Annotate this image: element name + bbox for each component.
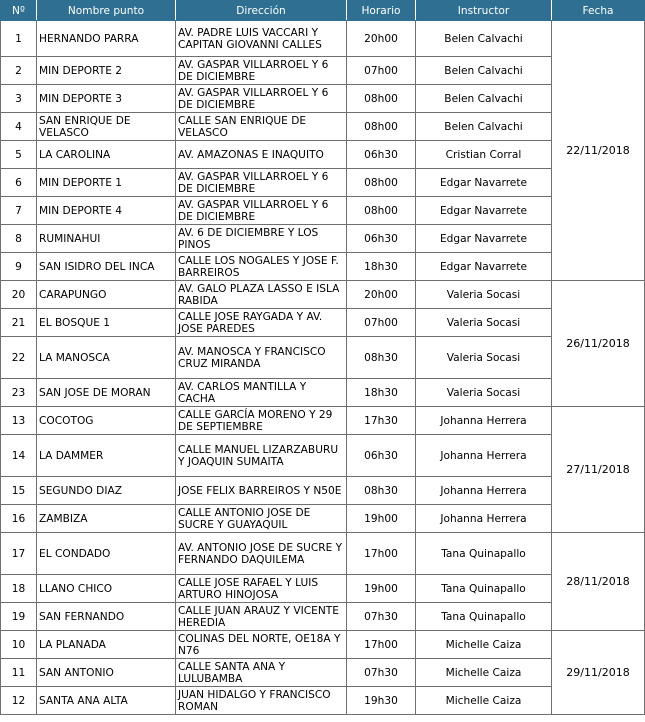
cell-name: SAN FERNANDO: [37, 603, 176, 631]
cell-address: CALLE MANUEL LIZARZABURU Y JOAQUIN SUMAITA: [176, 435, 347, 477]
header-row: [1, 1, 645, 21]
table-row: [1, 379, 645, 407]
cell-time: 08h30: [347, 337, 416, 379]
cell-num: 2: [1, 57, 37, 85]
cell-address: AV. ANTONIO JOSE DE SUCRE Y FERNANDO DAQUILEMA: [176, 533, 347, 575]
header-name: Nombre punto: [37, 1, 176, 21]
cell-instructor: Belen Calvachi: [416, 57, 552, 85]
cell-num: 4: [1, 113, 37, 141]
cell-name: MIN DEPORTE 4: [37, 197, 176, 225]
schedule-body: [1, 21, 645, 715]
cell-time: 19h00: [347, 505, 416, 533]
table-row: [1, 687, 645, 715]
cell-time: 19h30: [347, 687, 416, 715]
cell-instructor: Michelle Caiza: [416, 687, 552, 715]
cell-address: CALLE JOSE RAFAEL Y LUIS ARTURO HINOJOSA: [176, 575, 347, 603]
cell-address: CALLE GARCÍA MORENO Y 29 DE SEPTIEMBRE: [176, 407, 347, 435]
cell-time: 06h30: [347, 435, 416, 477]
cell-date: 28/11/2018: [552, 533, 645, 631]
cell-num: 10: [1, 631, 37, 659]
cell-num: 6: [1, 169, 37, 197]
cell-num: 21: [1, 309, 37, 337]
cell-time: 17h00: [347, 631, 416, 659]
table-row: [1, 169, 645, 197]
cell-name: MIN DEPORTE 1: [37, 169, 176, 197]
cell-name: LA CAROLINA: [37, 141, 176, 169]
cell-time: 19h00: [347, 575, 416, 603]
cell-instructor: Tana Quinapallo: [416, 533, 552, 575]
table-row: [1, 113, 645, 141]
cell-address: JUAN HIDALGO Y FRANCISCO ROMAN: [176, 687, 347, 715]
cell-num: 9: [1, 253, 37, 281]
cell-time: 17h30: [347, 407, 416, 435]
cell-name: SEGUNDO DIAZ: [37, 477, 176, 505]
header-instructor: Instructor: [416, 1, 552, 21]
cell-instructor: Valeria Socasi: [416, 337, 552, 379]
cell-name: SANTA ANA ALTA: [37, 687, 176, 715]
cell-time: 07h00: [347, 57, 416, 85]
table-row: [1, 407, 645, 435]
cell-time: 18h30: [347, 379, 416, 407]
cell-name: LLANO CHICO: [37, 575, 176, 603]
cell-instructor: Johanna Herrera: [416, 477, 552, 505]
cell-instructor: Cristian Corral: [416, 141, 552, 169]
cell-address: AV. CARLOS MANTILLA Y CACHA: [176, 379, 347, 407]
cell-name: SAN ENRIQUE DE VELASCO: [37, 113, 176, 141]
cell-time: 08h00: [347, 85, 416, 113]
table-row: [1, 85, 645, 113]
cell-time: 07h30: [347, 659, 416, 687]
cell-date: 22/11/2018: [552, 21, 645, 281]
cell-date: 26/11/2018: [552, 281, 645, 407]
cell-instructor: Tana Quinapallo: [416, 603, 552, 631]
cell-address: AV. PADRE LUIS VACCARI Y CAPITAN GIOVANNI CALLES: [176, 21, 347, 57]
cell-num: 5: [1, 141, 37, 169]
cell-instructor: Michelle Caiza: [416, 631, 552, 659]
cell-address: CALLE LOS NOGALES Y JOSE F. BARREIROS: [176, 253, 347, 281]
cell-num: 8: [1, 225, 37, 253]
cell-time: 06h30: [347, 225, 416, 253]
cell-name: MIN DEPORTE 2: [37, 57, 176, 85]
cell-name: HERNANDO PARRA: [37, 21, 176, 57]
table-row: [1, 253, 645, 281]
cell-time: 08h00: [347, 113, 416, 141]
cell-address: CALLE SANTA ANA Y LULUBAMBA: [176, 659, 347, 687]
cell-instructor: Belen Calvachi: [416, 21, 552, 57]
cell-name: EL CONDADO: [37, 533, 176, 575]
table-row: [1, 533, 645, 575]
cell-num: 7: [1, 197, 37, 225]
cell-num: 23: [1, 379, 37, 407]
cell-instructor: Valeria Socasi: [416, 309, 552, 337]
cell-instructor: Belen Calvachi: [416, 113, 552, 141]
cell-num: 17: [1, 533, 37, 575]
cell-num: 3: [1, 85, 37, 113]
cell-time: 17h00: [347, 533, 416, 575]
cell-name: SAN ISIDRO DEL INCA: [37, 253, 176, 281]
cell-address: AV. 6 DE DICIEMBRE Y LOS PINOS: [176, 225, 347, 253]
cell-time: 08h00: [347, 197, 416, 225]
table-row: [1, 575, 645, 603]
cell-instructor: Edgar Navarrete: [416, 197, 552, 225]
cell-instructor: Johanna Herrera: [416, 505, 552, 533]
table-row: [1, 435, 645, 477]
table-row: [1, 337, 645, 379]
table-row: [1, 309, 645, 337]
cell-name: RUMINAHUI: [37, 225, 176, 253]
cell-num: 22: [1, 337, 37, 379]
cell-instructor: Valeria Socasi: [416, 379, 552, 407]
cell-num: 13: [1, 407, 37, 435]
cell-name: ZAMBIZA: [37, 505, 176, 533]
cell-instructor: Johanna Herrera: [416, 407, 552, 435]
table-row: [1, 603, 645, 631]
cell-num: 12: [1, 687, 37, 715]
table-row: [1, 505, 645, 533]
header-num: Nº: [1, 1, 37, 21]
cell-address: AV. GASPAR VILLARROEL Y 6 DE DICIEMBRE: [176, 197, 347, 225]
header-address: Dirección: [176, 1, 347, 21]
cell-time: 18h30: [347, 253, 416, 281]
cell-time: 20h00: [347, 281, 416, 309]
cell-time: 20h00: [347, 21, 416, 57]
header-time: Horario: [347, 1, 416, 21]
cell-address: AV. GASPAR VILLARROEL Y 6 DE DICIEMBRE: [176, 169, 347, 197]
cell-time: 08h30: [347, 477, 416, 505]
cell-date: 27/11/2018: [552, 407, 645, 533]
cell-address: CALLE SAN ENRIQUE DE VELASCO: [176, 113, 347, 141]
table-row: [1, 225, 645, 253]
cell-name: SAN ANTONIO: [37, 659, 176, 687]
cell-num: 15: [1, 477, 37, 505]
cell-num: 20: [1, 281, 37, 309]
cell-num: 1: [1, 21, 37, 57]
table-row: [1, 281, 645, 309]
cell-address: COLINAS DEL NORTE, OE18A Y N76: [176, 631, 347, 659]
cell-instructor: Edgar Navarrete: [416, 225, 552, 253]
cell-name: LA PLANADA: [37, 631, 176, 659]
cell-date: 29/11/2018: [552, 631, 645, 715]
cell-num: 11: [1, 659, 37, 687]
cell-num: 19: [1, 603, 37, 631]
cell-instructor: Belen Calvachi: [416, 85, 552, 113]
cell-address: JOSE FELIX BARREIROS Y N50E: [176, 477, 347, 505]
cell-instructor: Edgar Navarrete: [416, 169, 552, 197]
cell-name: COCOTOG: [37, 407, 176, 435]
table-row: [1, 57, 645, 85]
cell-instructor: Valeria Socasi: [416, 281, 552, 309]
table-row: [1, 477, 645, 505]
cell-num: 18: [1, 575, 37, 603]
cell-instructor: Tana Quinapallo: [416, 575, 552, 603]
cell-name: CARAPUNGO: [37, 281, 176, 309]
cell-address: CALLE JOSE RAYGADA Y AV. JOSE PAREDES: [176, 309, 347, 337]
cell-address: AV. GALO PLAZA LASSO E ISLA RABIDA: [176, 281, 347, 309]
table-row: [1, 197, 645, 225]
cell-time: 07h00: [347, 309, 416, 337]
cell-time: 07h30: [347, 603, 416, 631]
cell-time: 08h00: [347, 169, 416, 197]
table-row: [1, 659, 645, 687]
cell-address: AV. GASPAR VILLARROEL Y 6 DE DICIEMBRE: [176, 57, 347, 85]
cell-address: CALLE ANTONIO JOSE DE SUCRE Y GUAYAQUIL: [176, 505, 347, 533]
cell-instructor: Johanna Herrera: [416, 435, 552, 477]
cell-name: EL BOSQUE 1: [37, 309, 176, 337]
cell-address: AV. MANOSCA Y FRANCISCO CRUZ MIRANDA: [176, 337, 347, 379]
cell-name: MIN DEPORTE 3: [37, 85, 176, 113]
cell-instructor: Michelle Caiza: [416, 659, 552, 687]
cell-instructor: Edgar Navarrete: [416, 253, 552, 281]
cell-name: SAN JOSE DE MORAN: [37, 379, 176, 407]
cell-num: 14: [1, 435, 37, 477]
cell-address: AV. GASPAR VILLARROEL Y 6 DE DICIEMBRE: [176, 85, 347, 113]
table-row: [1, 21, 645, 57]
cell-time: 06h30: [347, 141, 416, 169]
cell-address: CALLE JUAN ARAUZ Y VICENTE HEREDIA: [176, 603, 347, 631]
table-row: [1, 631, 645, 659]
cell-num: 16: [1, 505, 37, 533]
cell-address: AV. AMAZONAS E INAQUITO: [176, 141, 347, 169]
header-date: Fecha: [552, 1, 645, 21]
cell-name: LA DAMMER: [37, 435, 176, 477]
cell-name: LA MANOSCA: [37, 337, 176, 379]
table-row: [1, 141, 645, 169]
